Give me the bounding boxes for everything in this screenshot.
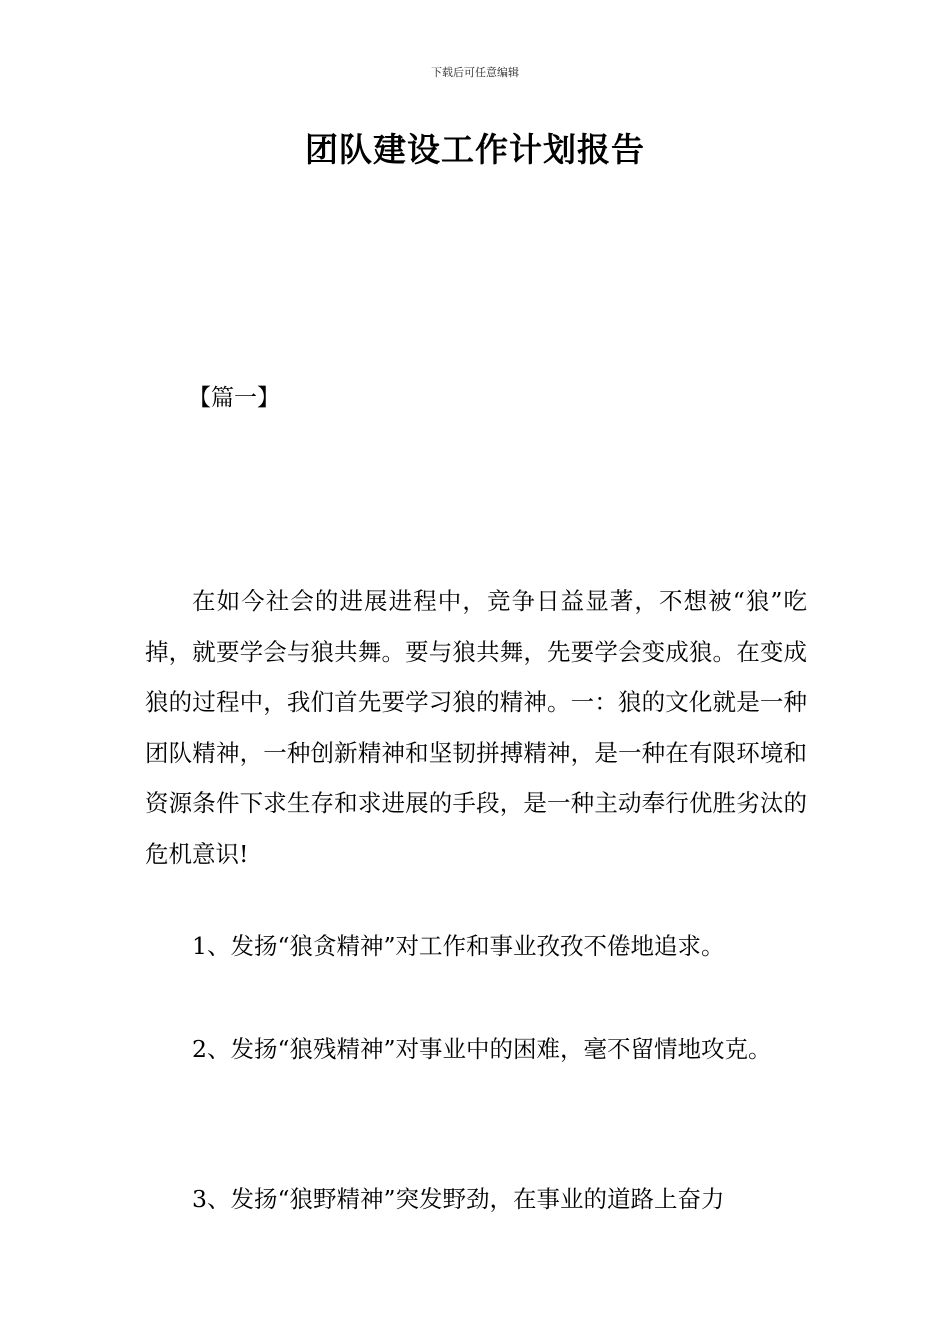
list-item-paragraph: 2、发扬“狼残精神”对事业中的困难，毫不留情地攻克。 — [192, 1035, 772, 1063]
section-label: 【篇一】 — [188, 385, 280, 411]
body-paragraph: 在如今社会的进展进程中，竞争日益显著，不想被“狼”吃掉，就要学会与狼共舞。要与狼共舞，先要学会变成狼。在变成狼的过程中，我们首先要学习狼的精神。一：狼的文化就是一种团队精神，一种创新精神和坚韧拼搏精神，是一种在有限环境和资源条件下求生存和求进展的手段，是一种主动奉行优胜劣汰的危机意识! — [145, 587, 807, 868]
header-note: 下载后可任意编辑 — [431, 66, 519, 79]
list-item-paragraph: 1、发扬“狼贪精神”对工作和事业孜孜不倦地追求。 — [192, 932, 725, 960]
list-item-paragraph: 3、发扬“狼野精神”突发野劲，在事业的道路上奋力 — [192, 1185, 725, 1213]
document-title: 团队建设工作计划报告 — [305, 130, 645, 169]
